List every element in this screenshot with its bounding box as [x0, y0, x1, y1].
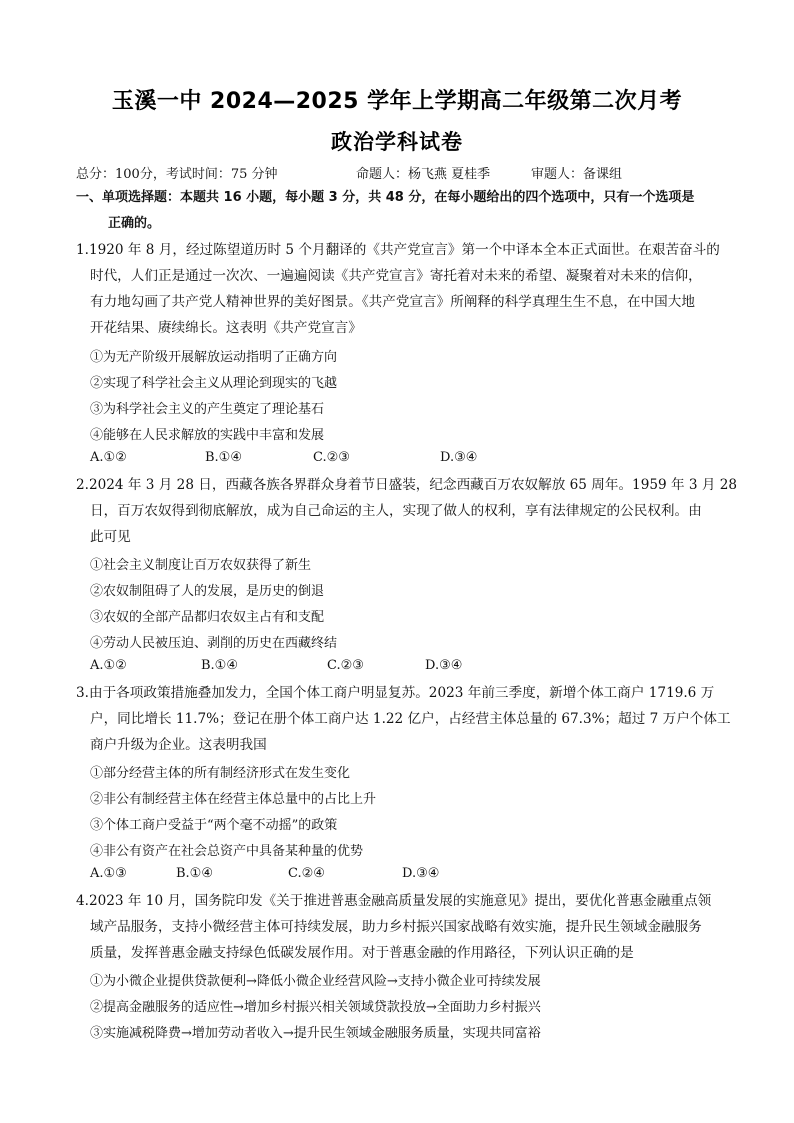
- q4-stem-line3: 质量，发挥普惠金融支持绿色低碳发展作用。对于普惠金融的作用路径，下列认识正确的是: [90, 945, 634, 961]
- q1-stem-line2: 时代，人们正是通过一次次、一遍遍阅读《共产党宣言》寄托着对未来的希望、凝聚着对未来的信仰，: [90, 268, 702, 284]
- q1-statement-2: ②实现了科学社会主义从理论到现实的飞越: [90, 376, 338, 391]
- q1-option-a: A.①②: [90, 450, 127, 465]
- section-heading-line2: 正确的。: [108, 216, 161, 231]
- q3-stem-line2: 户，同比增长 11.7%；登记在册个体工商户达 1.22 亿户，占经营主体总量的 67.3%；超过 7 万户个体工: [90, 711, 731, 727]
- q1-statement-4: ④能够在人民求解放的实践中丰富和发展: [90, 428, 325, 443]
- exam-title: 玉溪一中 2024—2025 学年上学期高二年级第二次月考: [111, 89, 683, 114]
- q1-stem-line3: 有力地勾画了共产党人精神世界的美好图景。《共产党宣言》所阐释的科学真理生生不息，在中国大地: [90, 294, 695, 310]
- q3-stem-line1: 3.由于各项政策措施叠加发力，全国个体工商户明显复苏。2023 年前三季度，新增个体工商户 1719.6 万: [76, 685, 715, 701]
- exam-total-time: 总分：100分，考试时间：75 分钟: [76, 167, 278, 182]
- q4-stem-line1: 4.2023 年 10 月，国务院印发《关于推进普惠金融高质量发展的实施意见》提出，要优化普惠金融重点领: [76, 893, 712, 909]
- q3-option-a: A.①③: [90, 866, 127, 881]
- q2-option-a: A.①②: [90, 658, 127, 673]
- section-heading-line1: 一、单项选择题：本题共 16 小题，每小题 3 分，共 48 分，在每小题给出的四个选项中，只有一个选项是: [76, 190, 695, 205]
- q1-stem-line4: 开花结果、赓续绵长。这表明《共产党宣言》: [90, 320, 362, 336]
- q1-option-d: D.③④: [440, 450, 478, 465]
- q4-statement-1: ①为小微企业提供贷款便利→降低小微企业经营风险→支持小微企业可持续发展: [90, 974, 541, 989]
- q3-statement-1: ①部分经营主体的所有制经济形式在发生变化: [90, 766, 351, 781]
- q4-statement-3: ③实施减税降费→增加劳动者收入→提升民生领域金融服务质量，实现共同富裕: [90, 1026, 541, 1041]
- q2-statement-4: ④劳动人民被压迫、剥削的历史在西藏终结: [90, 636, 338, 651]
- exam-reviewer: 审题人：备课组: [531, 167, 623, 182]
- q3-option-b: B.①④: [176, 866, 213, 881]
- q3-statement-3: ③个体工商户受益于“两个毫不动摇”的政策: [90, 818, 338, 833]
- q1-option-c: C.②③: [313, 450, 350, 465]
- q2-option-c: C.②③: [327, 658, 364, 673]
- q2-statement-1: ①社会主义制度让百万农奴获得了新生: [90, 558, 312, 573]
- q1-stem-line1: 1.1920 年 8 月，经过陈望道历时 5 个月翻译的《共产党宣言》第一个中译本全本正式面世。在艰苦奋斗的: [76, 242, 720, 258]
- q2-option-d: D.③④: [425, 658, 463, 673]
- exam-subtitle: 政治学科试卷: [331, 130, 463, 154]
- q1-option-b: B.①④: [205, 450, 242, 465]
- q2-statement-3: ③农奴的全部产品都归农奴主占有和支配: [90, 610, 325, 625]
- q3-statement-4: ④非公有资产在社会总资产中具备某种量的优势: [90, 844, 364, 859]
- q1-statement-3: ③为科学社会主义的产生奠定了理论基石: [90, 402, 325, 417]
- exam-setter: 命题人：杨飞燕 夏桂季: [356, 167, 491, 182]
- q3-option-d: D.③④: [402, 866, 440, 881]
- q2-option-b: B.①④: [201, 658, 238, 673]
- q3-stem-line3: 商户升级为企业。这表明我国: [90, 737, 267, 753]
- q4-statement-2: ②提高金融服务的适应性→增加乡村振兴相关领域贷款投放→全面助力乡村振兴: [90, 1000, 541, 1015]
- q1-statement-1: ①为无产阶级开展解放运动指明了正确方向: [90, 350, 338, 365]
- q2-statement-2: ②农奴制阻碍了人的发展，是历史的倒退: [90, 584, 325, 599]
- q3-option-c: C.②④: [288, 866, 325, 881]
- q2-stem-line3: 此可见: [90, 529, 131, 545]
- q2-stem-line1: 2.2024 年 3 月 28 日，西藏各族各界群众身着节日盛装，纪念西藏百万农奴解放 65 周年。1959 年 3 月 28: [76, 477, 738, 493]
- q2-stem-line2: 日，百万农奴得到彻底解放，成为自己命运的主人，实现了做人的权利，享有法律规定的公民权利。由: [90, 503, 702, 519]
- q4-stem-line2: 域产品服务，支持小微经营主体可持续发展，助力乡村振兴国家战略有效实施，提升民生领域金融服务: [90, 919, 702, 935]
- q3-statement-2: ②非公有制经营主体在经营主体总量中的占比上升: [90, 792, 377, 807]
